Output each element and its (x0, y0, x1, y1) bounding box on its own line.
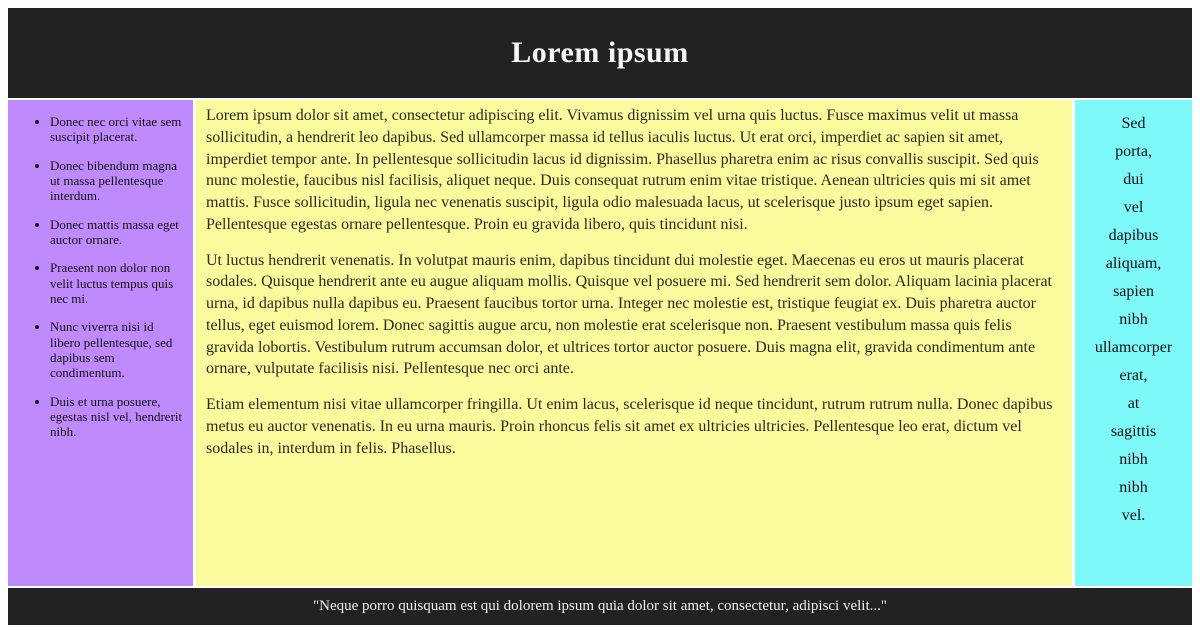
sidebar-word: ullamcorper (1094, 339, 1173, 356)
sidebar-list (22, 114, 185, 440)
sidebar-list-item: • Donec mattis massa eget auctor ornare. (50, 217, 185, 248)
sidebar-list-item: • Nunc viverra nisi id libero pellentesque, sed dapibus sem condimentum. (50, 319, 185, 380)
sidebar-list-item: • Donec bibendum magna ut massa pellentesque interdum. (50, 158, 185, 204)
footer-quote: "Neque porro quisquam est qui dolorem ipsum quia dolor sit amet, consectetur, adipisci velit..." (312, 598, 888, 614)
main-paragraph: Lorem ipsum dolor sit amet, consectetur adipiscing elit. Vivamus dignissim vel urna quis luctus. Fusce maximus velit ut massa sollicitudin, a hendrerit leo dapibus. Sed ullamcorper massa id tellus iaculis luctus. Ut erat orci, imperdiet ac sapien sit amet, imperdiet tempor ante. In pellentesque sollicitudin lacus id dignissim. Phasellus pharetra enim ac risus convallis suscipit. Sed quis nunc molestie, faucibus nisl facilisis, aliquet neque. Duis consequat rutrum enim vitae tristique. Aenean ultricies quis mi sit amet mattis. Fusce sollicitudin, ligula nec venenatis suscipit, ligula odio malesuada lacus, ut scelerisque justo ipsum eget sapien. Pellentesque egestas ornare pellentesque. Proin eu gravida libero, quis tincidunt nisi. (206, 107, 1039, 233)
page-footer (8, 588, 1192, 625)
sidebar-word: nibh (1119, 479, 1148, 496)
sidebar-word: dui (1123, 171, 1144, 188)
sidebar-list-item: • Praesent non dolor non velit luctus tempus quis nec mi. (50, 260, 185, 306)
sidebar-word: Sed (1121, 115, 1146, 132)
main-paragraph: Etiam elementum nisi vitae ullamcorper fringilla. Ut enim lacus, scelerisque id neque tincidunt, rutrum rutrum nulla. Donec dapibus metus eu auctor venenatis. In eu urna mauris. Proin rhoncus felis sit amet ex ultricies ultricies. Pellentesque leo erat, dictum vel sodales in, interdum in felis. Phasellus. (206, 396, 1053, 457)
main-content (196, 100, 1072, 586)
sidebar-word: nibh (1119, 451, 1148, 468)
sidebar-word: nibh (1119, 311, 1148, 328)
content-row (8, 100, 1192, 586)
sidebar-word: sagittis (1110, 423, 1157, 440)
right-sidebar (1075, 100, 1192, 586)
sidebar-word: dapibus (1108, 227, 1159, 244)
page-header (8, 8, 1192, 98)
sidebar-word: aliquam, (1105, 255, 1162, 272)
left-sidebar (8, 100, 193, 586)
sidebar-word: erat, (1119, 367, 1148, 384)
sidebar-word: sapien (1113, 283, 1154, 300)
sidebar-list-item: • Duis et urna posuere, egestas nisl vel, hendrerit nibh. (50, 394, 185, 440)
page-title: Lorem ipsum (511, 36, 689, 69)
sidebar-list-item: • Donec nec orci vitae sem suscipit placerat. (50, 114, 185, 145)
sidebar-word: vel. (1121, 507, 1146, 524)
sidebar-word: porta, (1115, 143, 1152, 160)
sidebar-word: at (1127, 395, 1140, 412)
main-paragraph: Ut luctus hendrerit venenatis. In volutpat mauris enim, dapibus tincidunt dui molestie eget. Maecenas eu eros ut mauris placerat sodales. Quisque hendrerit ante eu augue aliquam mollis. Quisque vel posuere mi. Sed hendrerit sem dolor. Aliquam lacinia placerat urna, id dapibus nulla dapibus eu. Praesent faucibus tortor urna. Integer nec molestie est, tristique feugiat ex. Duis pharetra auctor tellus, eget euismod lorem. Donec sagittis augue arcu, non molestie erat scelerisque non. Praesent vestibulum massa quis felis gravida lobortis. Vestibulum rutrum accumsan dolor, et ultrices tortor auctor posuere. Duis magna elit, gravida condimentum ante ornare, vulputate facilisis nisi. Pellentesque nec orci ante. (206, 251, 1052, 378)
sidebar-word: vel (1123, 199, 1144, 216)
